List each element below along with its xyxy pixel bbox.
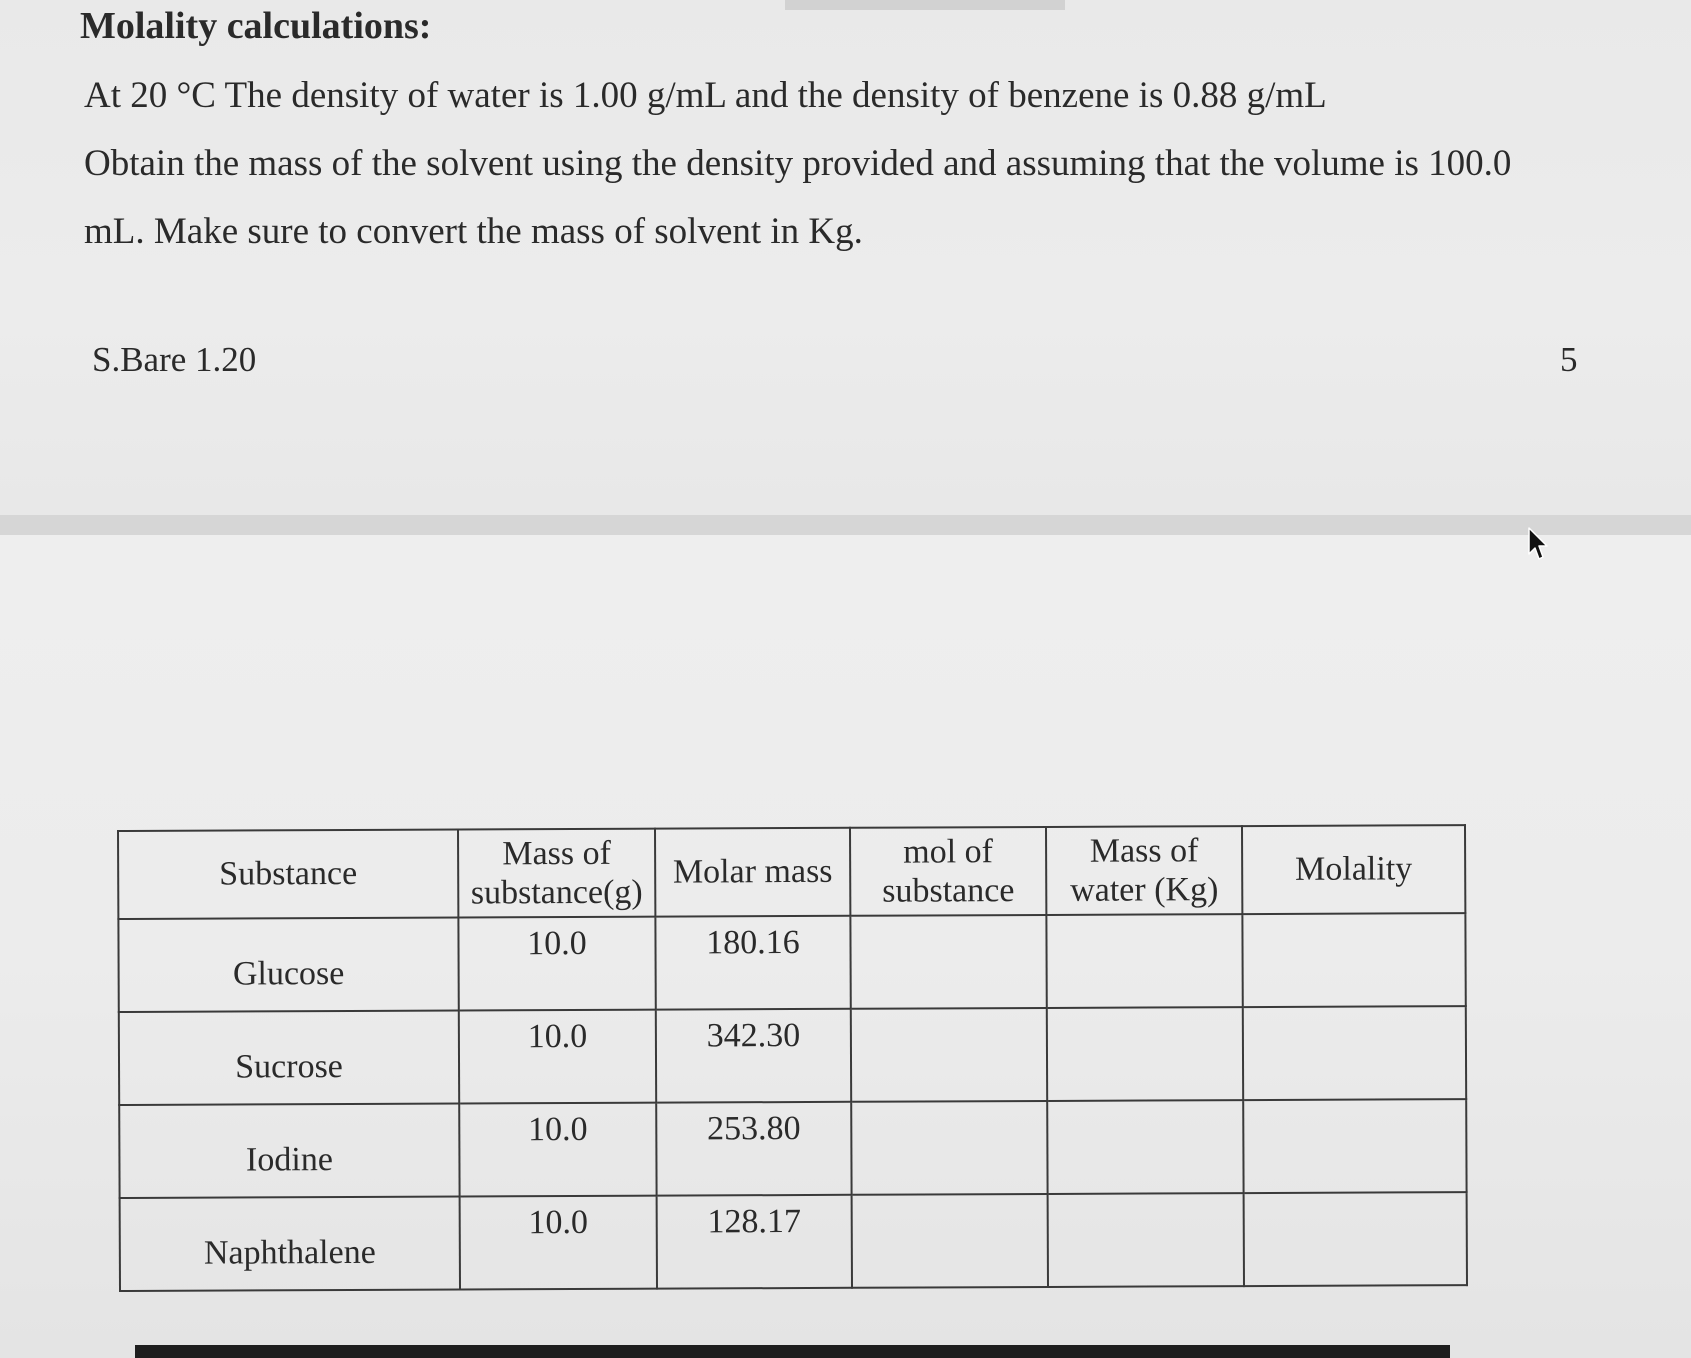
table-row (118, 913, 1465, 1012)
substance-cell: Sucrose (119, 1011, 459, 1105)
page-title: Molality calculations: (80, 5, 432, 47)
header-mol-of-substance (850, 827, 1046, 916)
header-molar-mass (655, 828, 850, 917)
molar-mass-cell: 180.16 (655, 916, 850, 1010)
molar-mass-cell: 342.30 (656, 1009, 851, 1103)
header-text: mol of (903, 833, 994, 871)
footer-label: S.Bare 1.20 (92, 340, 257, 379)
header-text: substance(g) (470, 873, 643, 912)
mol-cell (850, 915, 1046, 1009)
page-number: 5 (1560, 340, 1578, 379)
header-text: Molality (1295, 850, 1413, 889)
table-header-row (118, 825, 1465, 919)
density-statement: At 20 °C The density of water is 1.00 g/mL and the density of benzene is 0.88 g/mL (84, 75, 1327, 116)
substance-cell: Naphthalene (120, 1197, 460, 1291)
molality-cell (1242, 913, 1465, 1007)
substance-cell: Glucose (118, 918, 458, 1012)
mol-cell (851, 1008, 1047, 1102)
instruction-line-2: mL. Make sure to convert the mass of solvent in Kg. (84, 211, 863, 252)
table-row (119, 1006, 1466, 1105)
molar-mass-cell: 128.17 (657, 1195, 852, 1289)
header-mass-of-substance (458, 829, 655, 918)
header-text: water (Kg) (1070, 871, 1219, 909)
molality-cell (1243, 1099, 1466, 1193)
mass-cell: 10.0 (459, 1103, 656, 1197)
header-mass-of-water (1046, 826, 1242, 915)
molality-table (117, 824, 1468, 1292)
mass-cell: 10.0 (458, 917, 655, 1011)
water-mass-cell (1047, 1100, 1243, 1194)
instruction-line-1: Obtain the mass of the solvent using the density provided and assuming that the volume is 100.0 (84, 143, 1512, 184)
header-molality (1242, 825, 1465, 914)
water-mass-cell (1047, 1007, 1243, 1101)
next-table-edge (135, 1345, 1450, 1358)
molar-mass-cell: 253.80 (656, 1102, 851, 1196)
substance-cell: Iodine (119, 1104, 459, 1198)
molality-cell (1244, 1192, 1467, 1286)
water-mass-cell (1046, 914, 1242, 1008)
table-row (119, 1099, 1466, 1198)
mol-cell (852, 1194, 1048, 1288)
mass-cell: 10.0 (460, 1196, 657, 1290)
table-row (120, 1192, 1467, 1291)
header-substance (118, 830, 458, 919)
molality-cell (1243, 1006, 1466, 1100)
page-divider (0, 515, 1691, 535)
mouse-pointer-icon (1527, 526, 1549, 562)
header-text: Molar mass (672, 853, 833, 892)
mol-cell (851, 1101, 1047, 1195)
mass-cell: 10.0 (459, 1010, 656, 1104)
water-mass-cell (1048, 1193, 1244, 1287)
header-text: Mass of (1089, 832, 1199, 870)
top-edge-bar (785, 0, 1065, 10)
header-text: Mass of (502, 834, 611, 873)
header-text: Substance (219, 855, 358, 894)
header-text: substance (882, 872, 1015, 910)
